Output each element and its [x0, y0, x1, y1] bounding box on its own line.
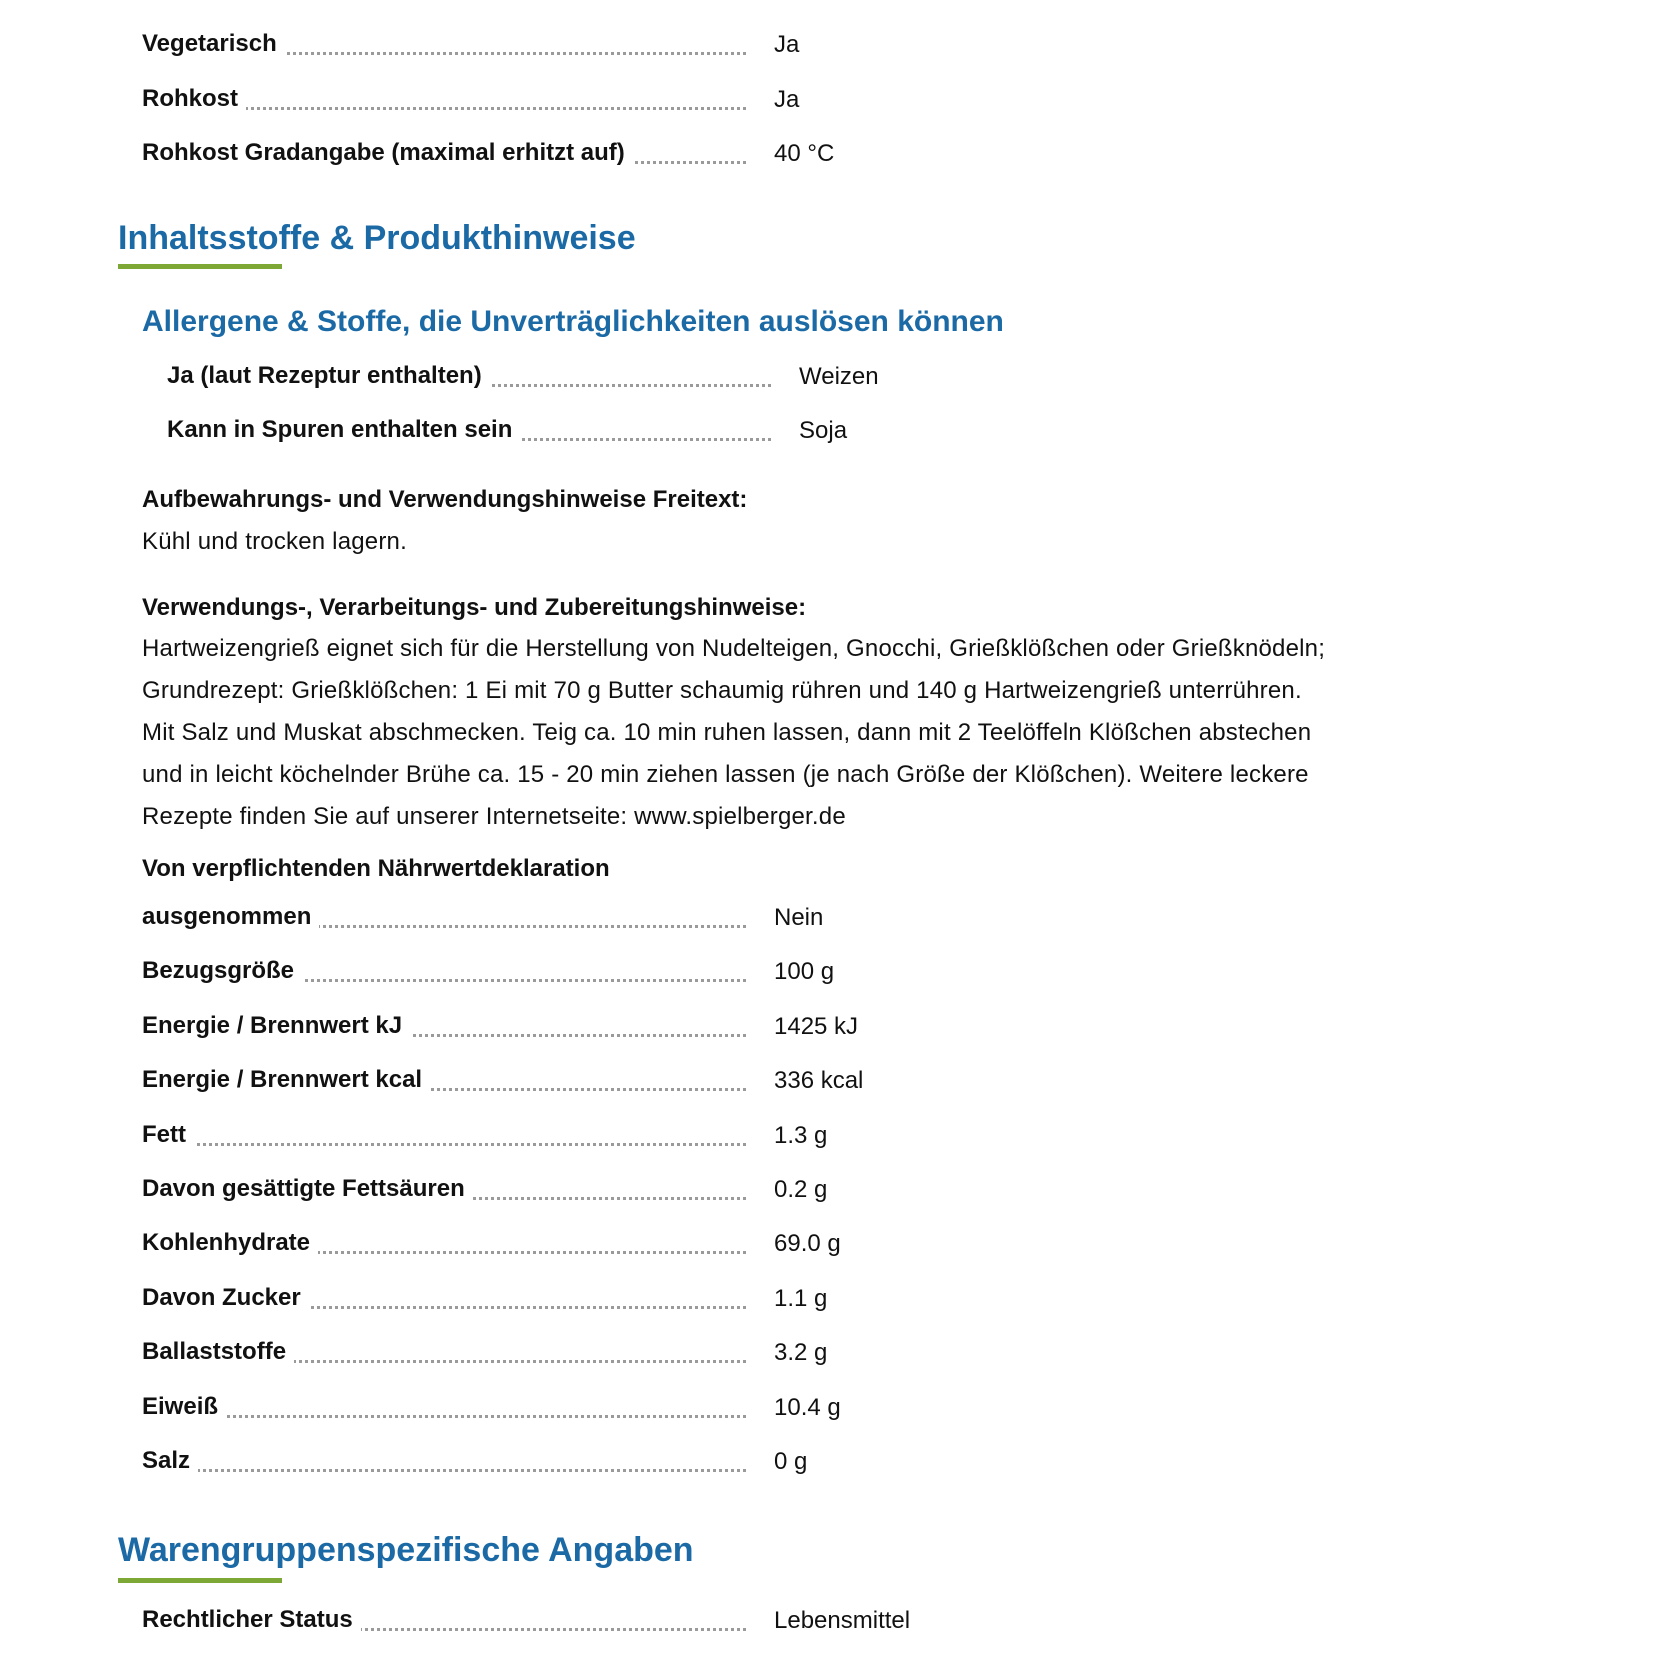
nutrition-label: Ballaststoffe — [142, 1338, 294, 1366]
nutrition-value: 1425 kJ — [774, 1013, 859, 1040]
usage-text-line: Rezepte finden Sie auf unserer Internetseite: www.spielberger.de — [142, 803, 846, 830]
dot-leader — [142, 1143, 746, 1146]
allergen-label: Kann in Spuren enthalten sein — [167, 416, 520, 444]
usage-text-line: Mit Salz und Muskat abschmecken. Teig ca. 10 min ruhen lassen, dann mit 2 Teelöffeln Klößchen abstechen — [142, 719, 1312, 746]
attribute-label: Rohkost Gradangabe (maximal erhitzt auf) — [142, 139, 633, 167]
allergen-row-contains — [167, 356, 887, 396]
nutrition-label: Fett — [142, 1121, 194, 1149]
allergen-label: Ja (laut Rezeptur enthalten) — [167, 362, 490, 390]
nutrition-row — [142, 1223, 862, 1263]
nutrition-value: 100 g — [774, 958, 835, 985]
nutrition-value: 0 g — [774, 1448, 808, 1475]
nutrition-row — [142, 1169, 862, 1209]
storage-heading: Aufbewahrungs- und Verwendungshinweise Freitext: — [142, 486, 748, 513]
nutrition-row — [142, 1115, 862, 1155]
dot-leader — [142, 1415, 746, 1418]
goods-row-legal-status — [142, 1600, 922, 1640]
section-underline — [118, 1578, 282, 1583]
section-title-ingredients: Inhaltsstoffe & Produkthinweise — [118, 219, 636, 257]
attribute-label: Rohkost — [142, 85, 246, 113]
nutrition-value: 336 kcal — [774, 1067, 864, 1094]
nutrition-value: 3.2 g — [774, 1339, 828, 1366]
section-title-goods: Warengruppenspezifische Angaben — [118, 1531, 694, 1569]
attribute-row-vegetarisch — [142, 24, 862, 64]
nutrition-value: Nein — [774, 904, 824, 931]
usage-text-line: Grundrezept: Grießklößchen: 1 Ei mit 70 g Butter schaumig rühren und 140 g Hartweizengrieß unterrühren. — [142, 677, 1302, 704]
attribute-value: Ja — [774, 31, 800, 58]
nutrition-value: 1.3 g — [774, 1122, 828, 1149]
nutrition-label: Kohlenhydrate — [142, 1229, 318, 1257]
usage-text-line: und in leicht köchelnder Brühe ca. 15 - 20 min ziehen lassen (je nach Größe der Klößchen). Weitere leckere — [142, 761, 1309, 788]
nutrition-row — [142, 1441, 862, 1481]
nutrition-value: 0.2 g — [774, 1176, 828, 1203]
nutrition-label: ausgenommen — [142, 903, 319, 931]
subsection-title-allergens: Allergene & Stoffe, die Unverträglichkeiten auslösen können — [142, 305, 1004, 338]
usage-heading: Verwendungs-, Verarbeitungs- und Zubereitungshinweise: — [142, 594, 807, 621]
nutrition-label: Salz — [142, 1447, 198, 1475]
nutrition-value: 10.4 g — [774, 1394, 841, 1421]
allergen-value: Soja — [799, 417, 848, 444]
nutrition-label: Eiweiß — [142, 1393, 226, 1421]
attribute-value: Ja — [774, 86, 800, 113]
nutrition-label: Davon Zucker — [142, 1284, 309, 1312]
attribute-value: 40 °C — [774, 140, 835, 167]
nutrition-label: Bezugsgröße — [142, 957, 302, 985]
nutrition-heading: Von verpflichtenden Nährwertdeklaration — [142, 855, 610, 882]
nutrition-row — [142, 1387, 862, 1427]
nutrition-label: Davon gesättigte Fettsäuren — [142, 1175, 473, 1203]
nutrition-row — [142, 1006, 862, 1046]
nutrition-row — [142, 1278, 862, 1318]
allergen-row-traces — [167, 410, 887, 450]
nutrition-row — [142, 951, 862, 991]
attribute-label: Vegetarisch — [142, 30, 285, 58]
section-underline — [118, 264, 282, 269]
goods-label: Rechtlicher Status — [142, 1606, 361, 1634]
nutrition-row — [142, 1332, 862, 1372]
nutrition-value: 1.1 g — [774, 1285, 828, 1312]
nutrition-value: 69.0 g — [774, 1230, 841, 1257]
usage-text-line: Hartweizengrieß eignet sich für die Herstellung von Nudelteigen, Gnocchi, Grießklößchen oder Grießknödeln; — [142, 635, 1326, 662]
nutrition-row — [142, 1060, 862, 1100]
attribute-row-rohkost-gradangabe — [142, 133, 862, 173]
nutrition-label: Energie / Brennwert kJ — [142, 1012, 410, 1040]
attribute-row-rohkost — [142, 79, 862, 119]
allergen-value: Weizen — [799, 363, 879, 390]
goods-value: Lebensmittel — [774, 1607, 911, 1634]
dot-leader — [142, 1469, 746, 1472]
nutrition-label: Energie / Brennwert kcal — [142, 1066, 430, 1094]
storage-text: Kühl und trocken lagern. — [142, 528, 407, 555]
nutrition-row — [142, 897, 862, 937]
